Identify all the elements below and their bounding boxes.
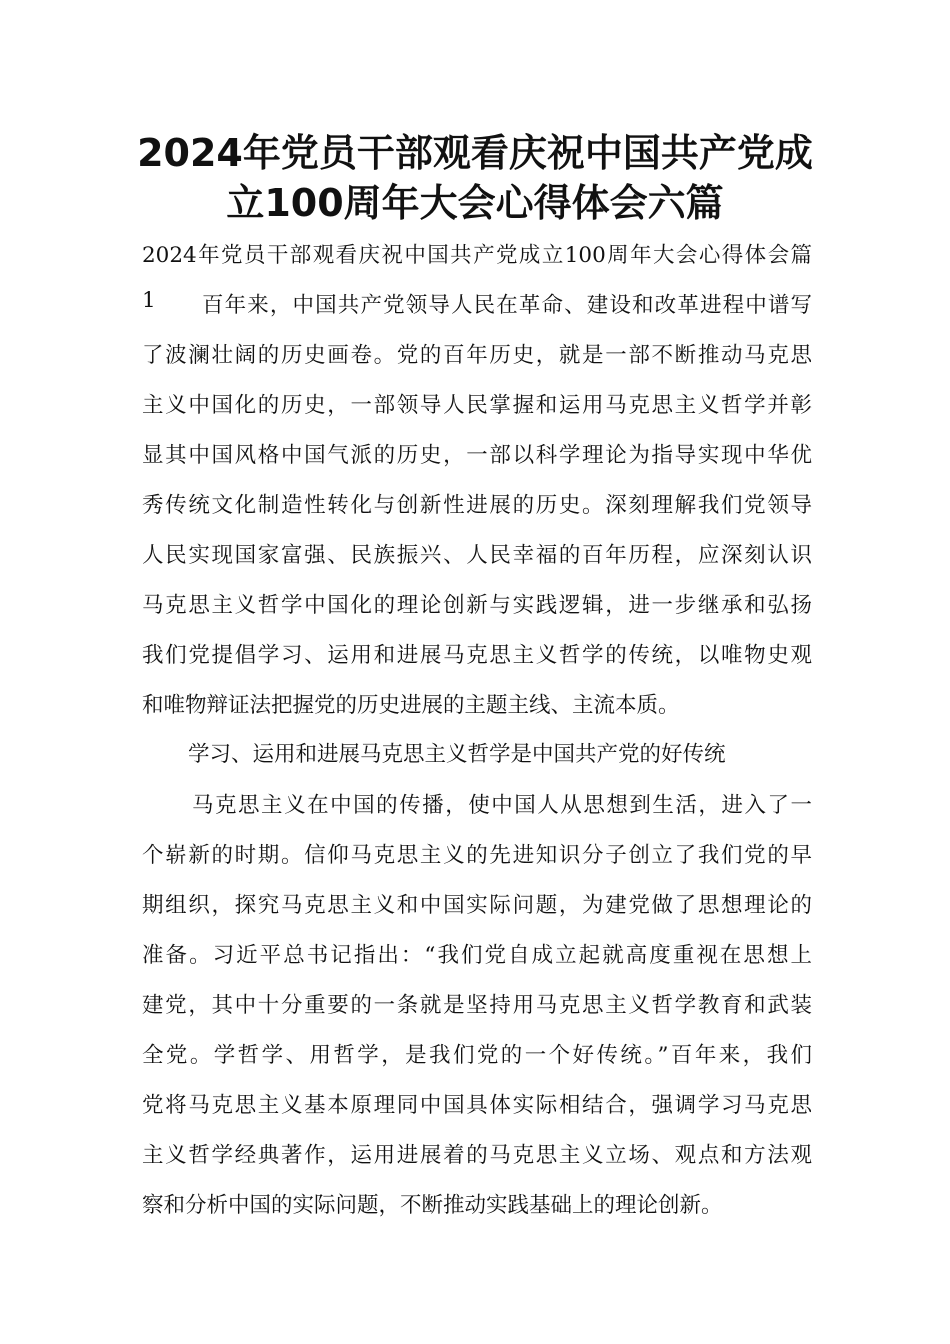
paragraph-line: 党将马克思主义基本原理同中国具体实际相结合，强调学习马克思	[142, 1093, 812, 1118]
paragraph-line: 马克思主义哲学中国化的理论创新与实践逻辑，进一步继承和弘扬	[142, 593, 812, 618]
heading-line: 学习、运用和进展马克思主义哲学是中国共产党的好传统	[188, 742, 726, 767]
paragraph-line: 了波澜壮阔的历史画卷。党的百年历史，就是一部不断推动马克思	[142, 343, 812, 368]
title-line-2: 立100周年大会心得体会六篇	[226, 181, 724, 225]
subtitle-line: 2024年党员干部观看庆祝中国共产党成立100周年大会心得体会篇	[142, 243, 812, 268]
paragraph-line: 马克思主义在中国的传播，使中国人从思想到生活，进入了一	[192, 793, 812, 818]
paragraph-line: 秀传统文化制造性转化与创新性进展的历史。深刻理解我们党领导	[142, 493, 812, 518]
title-line-1: 2024年党员干部观看庆祝中国共产党成	[137, 131, 813, 175]
paragraph-line: 建党，其中十分重要的一条就是坚持用马克思主义哲学教育和武装	[142, 993, 812, 1018]
paragraph-line: 察和分析中国的实际问题，不断推动实践基础上的理论创新。	[142, 1193, 723, 1218]
paragraph-line: 显其中国风格中国气派的历史，一部以科学理论为指导实现中华优	[142, 443, 812, 468]
paragraph-line: 人民实现国家富强、民族振兴、人民幸福的百年历程，应深刻认识	[142, 543, 812, 568]
section-number: 1	[142, 288, 156, 313]
document-title	[130, 128, 820, 228]
paragraph-line: 和唯物辩证法把握党的历史进展的主题主线、主流本质。	[142, 693, 680, 718]
paragraph-line: 主义哲学经典著作，运用进展着的马克思主义立场、观点和方法观	[142, 1143, 812, 1168]
paragraph-line: 百年来，中国共产党领导人民在革命、建设和改革进程中谱写	[202, 293, 812, 318]
paragraph-line: 主义中国化的历史，一部领导人民掌握和运用马克思主义哲学并彰	[142, 393, 812, 418]
paragraph-line: 个崭新的时期。信仰马克思主义的先进知识分子创立了我们党的早	[142, 843, 812, 868]
paragraph-line: 准备。习近平总书记指出：“我们党自成立起就高度重视在思想上	[142, 943, 812, 968]
paragraph-line: 全党。学哲学、用哲学，是我们党的一个好传统。”百年来，我们	[142, 1043, 812, 1068]
paragraph-line: 期组织，探究马克思主义和中国实际问题，为建党做了思想理论的	[142, 893, 812, 918]
paragraph-line: 我们党提倡学习、运用和进展马克思主义哲学的传统，以唯物史观	[142, 643, 812, 668]
